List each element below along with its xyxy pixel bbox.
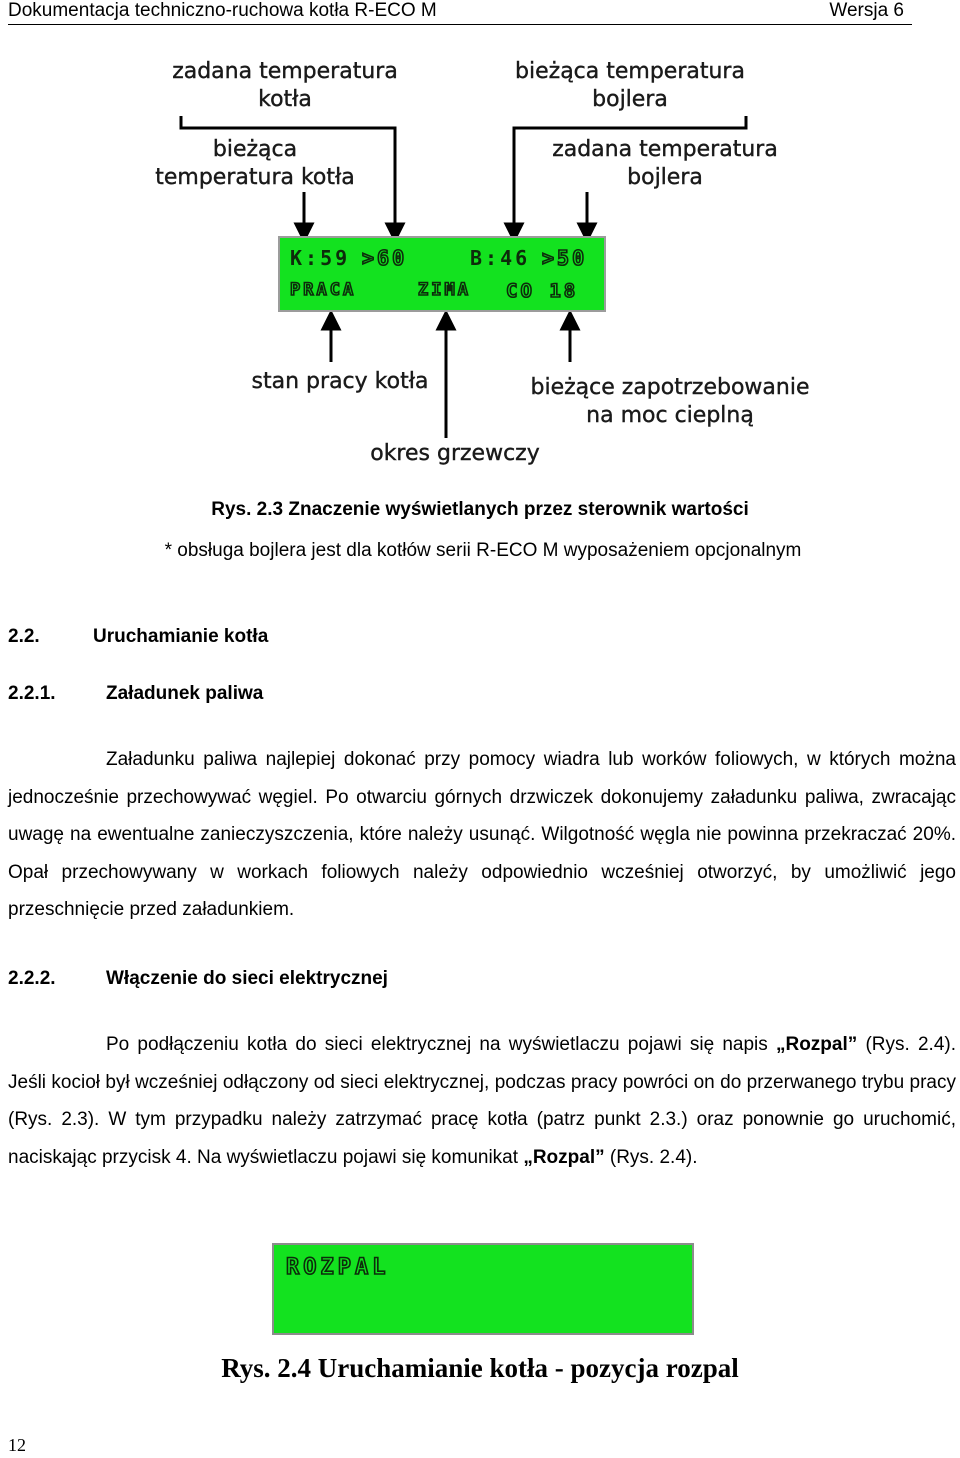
rozpal-label-2: „Rozpal” [523,1146,605,1168]
paragraph-text-1: Po podłączeniu kotła do sieci elektrycznej na wyświetlaczu pojawi się napis [106,1034,776,1055]
lcd-season: ZIMA [418,280,471,300]
page-header [8,0,912,25]
lcd-rozpal-text: ROZPAL [286,1255,390,1280]
section-title: Włączenie do sieci elektrycznej [106,968,388,989]
section-title: Załadunek paliwa [106,683,264,704]
lcd-heat-demand: CO 18 [506,280,579,302]
document-title: Dokumentacja techniczno-ruchowa kotła R-ECO M [8,0,437,21]
paragraph-text-2: (Rys. 2.4). Jeśli kocioł był wcześniej odłączony od sieci elektrycznej, podczas pracy powróci on do przerwanego trybu pracy (Rys. 2.3). W tym przypadku należy zatrzymać pracę kotła (patrz punkt 2.3.) oraz ponownie go uruchomić, naciskając przycisk 4. Na wyświetlaczu pojawi się komunikat [8,1034,957,1168]
figure-caption-2-3: Rys. 2.3 Znaczenie wyświetlanych przez sterownik wartości [211,499,749,520]
lcd-boiler-temp: K:59 [290,246,351,270]
label-current-tank-temp: bieżąca temperatura bojlera [515,59,745,112]
lcd-tank-set: >50 [542,246,588,270]
page-number: 12 [8,1435,26,1455]
document-version: Wersja 6 [829,0,904,21]
lcd-boiler-set: >60 [362,246,408,270]
section-number: 2.2. [8,626,40,647]
paragraph-text-3: (Rys. 2.4). [604,1146,698,1168]
section-title: Uruchamianie kotła [93,626,269,647]
section-number: 2.2.1. [8,683,56,704]
section-number: 2.2.2. [8,968,56,989]
lcd-work-state: PRACA [290,280,357,300]
lcd-display-rozpal [272,1243,694,1335]
label-set-boiler-temp: zadana temperatura kotła [172,59,398,112]
label-current-boiler-temp: bieżąca temperatura kotła [155,137,355,190]
display-diagram [0,40,960,480]
rozpal-label-1: „Rozpal” [775,1034,858,1055]
label-heating-period: okres grzewczy [370,441,540,466]
label-heat-demand: bieżące zapotrzebowanie na moc cieplną [530,375,810,428]
label-work-state: stan pracy kotła [251,369,429,394]
lcd-tank-temp: B:46 [470,246,531,270]
lcd-display [278,236,606,312]
label-set-tank-temp: zadana temperatura bojlera [552,137,778,190]
section-2-2-1-body [8,741,956,929]
section-2-2-2-body [8,1026,956,1176]
figure-caption-2-4: Rys. 2.4 Uruchamianie kotła - pozycja rozpal [221,1353,739,1383]
figure-note: * obsługa bojlera jest dla kotłów serii R-ECO M wyposażeniem opcjonalnym [164,540,802,561]
paragraph-text: Załadunku paliwa najlepiej dokonać przy pomocy wiadra lub worków foliowych, w których można jednocześnie przechowywać węgiel. Po otwarciu górnych drzwiczek dokonujemy załadunku paliwa, zwracając uwagę na ewentualne zanieczyszczenia, które należy usunąć. Wilgotność węgla nie powinna przekraczać 20%. Opał przechowywany w workach foliowych należy odpowiednio wcześniej otworzyć, by umożliwić jego przeschnięcie przed załadunkiem. [8,749,956,920]
